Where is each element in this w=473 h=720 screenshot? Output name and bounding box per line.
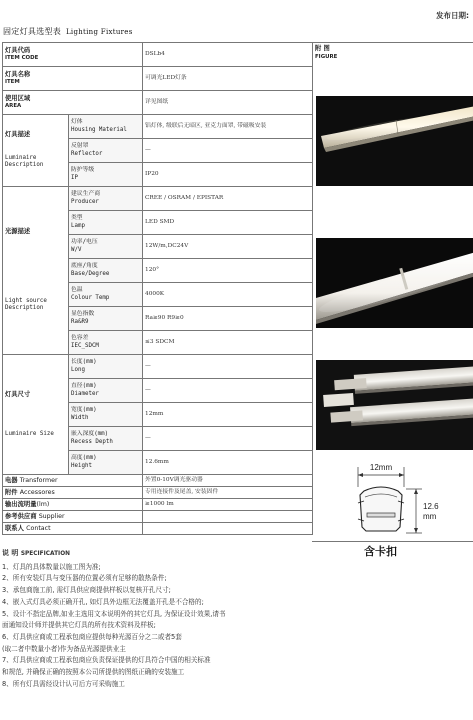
figure-panel xyxy=(312,42,473,558)
row-transformer xyxy=(3,475,313,487)
notes-heading: 说 明 SPECIFICATION xyxy=(2,549,70,557)
long-label: 长度(mm) Long xyxy=(69,355,143,379)
output-label: 输出流明量(lm) xyxy=(3,499,143,511)
product-photo-1 xyxy=(316,96,473,186)
ip-label: 防护等级 IP xyxy=(69,163,143,187)
sdcm-label: 色容差 IEC_SDCM xyxy=(69,331,143,355)
width-label: 宽度(mm) Width xyxy=(69,403,143,427)
housing-value: 铝灯体, 级联后无暗区, 亚克力面罩, 带磁吸安装 xyxy=(143,115,313,139)
item-name-label: 灯具名称 ITEM xyxy=(3,67,143,91)
note-item: 面通知设计师并提供其它灯具的所有技术资料及样板; xyxy=(2,621,156,630)
note-item: 3、承包商施工前, 需灯具供应商提供样板以复核开孔尺寸; xyxy=(2,586,171,595)
long-value: — xyxy=(143,355,313,379)
cri-value: Ra≥90 R9≥0 xyxy=(143,307,313,331)
spec-table xyxy=(2,42,313,535)
ip-value: IP20 xyxy=(143,163,313,187)
output-value: ≥1000 lm xyxy=(143,499,313,511)
housing-label: 灯体 Housing Material xyxy=(69,115,143,139)
note-item: 4、嵌入式灯具必须正确开孔, 如灯具外边框无法覆盖开孔是不合格的; xyxy=(2,597,204,606)
base-degree-label: 底座/角度 Base/Degree xyxy=(69,259,143,283)
transformer-label: 电器 Transformer xyxy=(3,475,143,487)
issue-date-label: 发布日期: xyxy=(436,11,469,20)
note-item: 1、灯具的具体数量以施工图为准; xyxy=(2,562,101,571)
item-code-value: DSLb4 xyxy=(143,43,313,67)
dim-width-text: 12mm xyxy=(369,463,393,472)
product-photo-3 xyxy=(316,360,473,450)
recess-depth-value: — xyxy=(143,427,313,451)
height-label: 高度(mm) Height xyxy=(69,451,143,475)
base-degree-value: 120° xyxy=(143,259,313,283)
row-area xyxy=(3,91,313,115)
lamp-value: LED SMD xyxy=(143,211,313,235)
cri-label: 显色指数 Ra&R9 xyxy=(69,307,143,331)
row-supplier xyxy=(3,511,313,523)
note-item: 5、设计不指定品牌,如业主选用文本说明外的其它灯具, 为保证设计效果,请书 xyxy=(2,609,226,618)
dim-height-text-2: mm xyxy=(423,512,437,521)
contact-label: 联系人 Contact xyxy=(3,523,143,535)
accessories-value: 专用连接件及尾盖, 安装固件 xyxy=(143,487,313,499)
area-label: 使用区域 AREA xyxy=(3,91,143,115)
colour-temp-value: 4000K xyxy=(143,283,313,307)
colour-temp-label: 色温 Colour Temp xyxy=(69,283,143,307)
figure-title: 附 图 FIGURE xyxy=(315,45,338,60)
supplier-label: 参考供应商 Supplier xyxy=(3,511,143,523)
sdcm-value: ≤3 SDCM xyxy=(143,331,313,355)
power-value: 12W/m,DC24V xyxy=(143,235,313,259)
power-label: 功率/电压 W/V xyxy=(69,235,143,259)
specification-notes xyxy=(2,548,472,690)
contact-value xyxy=(143,523,313,535)
reflector-value: — xyxy=(143,139,313,163)
size-group-label: 灯具尺寸 Luminaire Size xyxy=(3,355,69,475)
row-long xyxy=(3,355,313,379)
title-cn: 固定灯具选型表 xyxy=(3,27,62,36)
note-item: 和规范, 并确保正确的按照本公司所提供的图纸正确的安装施工 xyxy=(2,668,185,677)
figure-caption: 含卡扣 xyxy=(364,545,397,558)
dim-height-text-1: 12.6 xyxy=(423,502,439,511)
document-title xyxy=(3,26,133,37)
note-item: 8、所有灯具需经设计认可后方可采购施工 xyxy=(2,679,125,688)
row-producer xyxy=(3,187,313,211)
producer-value: CREE / OSRAM / EPISTAR xyxy=(143,187,313,211)
title-en: Lighting Fixtures xyxy=(65,28,133,36)
reflector-label: 反射罩 Reflector xyxy=(69,139,143,163)
producer-label: 建议生产商 Producer xyxy=(69,187,143,211)
diameter-value: — xyxy=(143,379,313,403)
row-output xyxy=(3,499,313,511)
row-item-code xyxy=(3,43,313,67)
area-value: 详见图纸 xyxy=(143,91,313,115)
note-item: 7、灯具供应商或工程承包商应负责保证提供的灯具符合中国的相关标准 xyxy=(2,656,211,665)
row-contact xyxy=(3,523,313,535)
row-item-name xyxy=(3,67,313,91)
accessories-label: 附件 Accessores xyxy=(3,487,143,499)
row-accessories xyxy=(3,487,313,499)
note-item: 2、所有安装灯具与变压器的位置必须有足够的散热条件; xyxy=(2,574,167,583)
product-photo-2 xyxy=(316,238,473,328)
note-item: 6、灯具供应商或工程承包商应提供每种光源百分之二或者5套 xyxy=(2,632,182,641)
diameter-label: 直径(mm) Diameter xyxy=(69,379,143,403)
item-code-label: 灯具代码 ITEM CODE xyxy=(3,43,143,67)
height-value: 12.6mm xyxy=(143,451,313,475)
recess-depth-label: 嵌入深度(mm) Recess Depth xyxy=(69,427,143,451)
note-item: (取二者中数量小者)作为备品光源提供业主 xyxy=(2,644,126,653)
item-name-value: 可调光LED灯条 xyxy=(143,67,313,91)
supplier-value xyxy=(143,511,313,523)
width-value: 12mm xyxy=(143,403,313,427)
light-source-group-label: 光源描述 Light source Description xyxy=(3,187,69,355)
luminaire-group-label: 灯具描述 Luminaire Description xyxy=(3,115,69,187)
row-housing xyxy=(3,115,313,139)
transformer-value: 外置0-10V调光驱动器 xyxy=(143,475,313,487)
lamp-label: 类型 Lamp xyxy=(69,211,143,235)
